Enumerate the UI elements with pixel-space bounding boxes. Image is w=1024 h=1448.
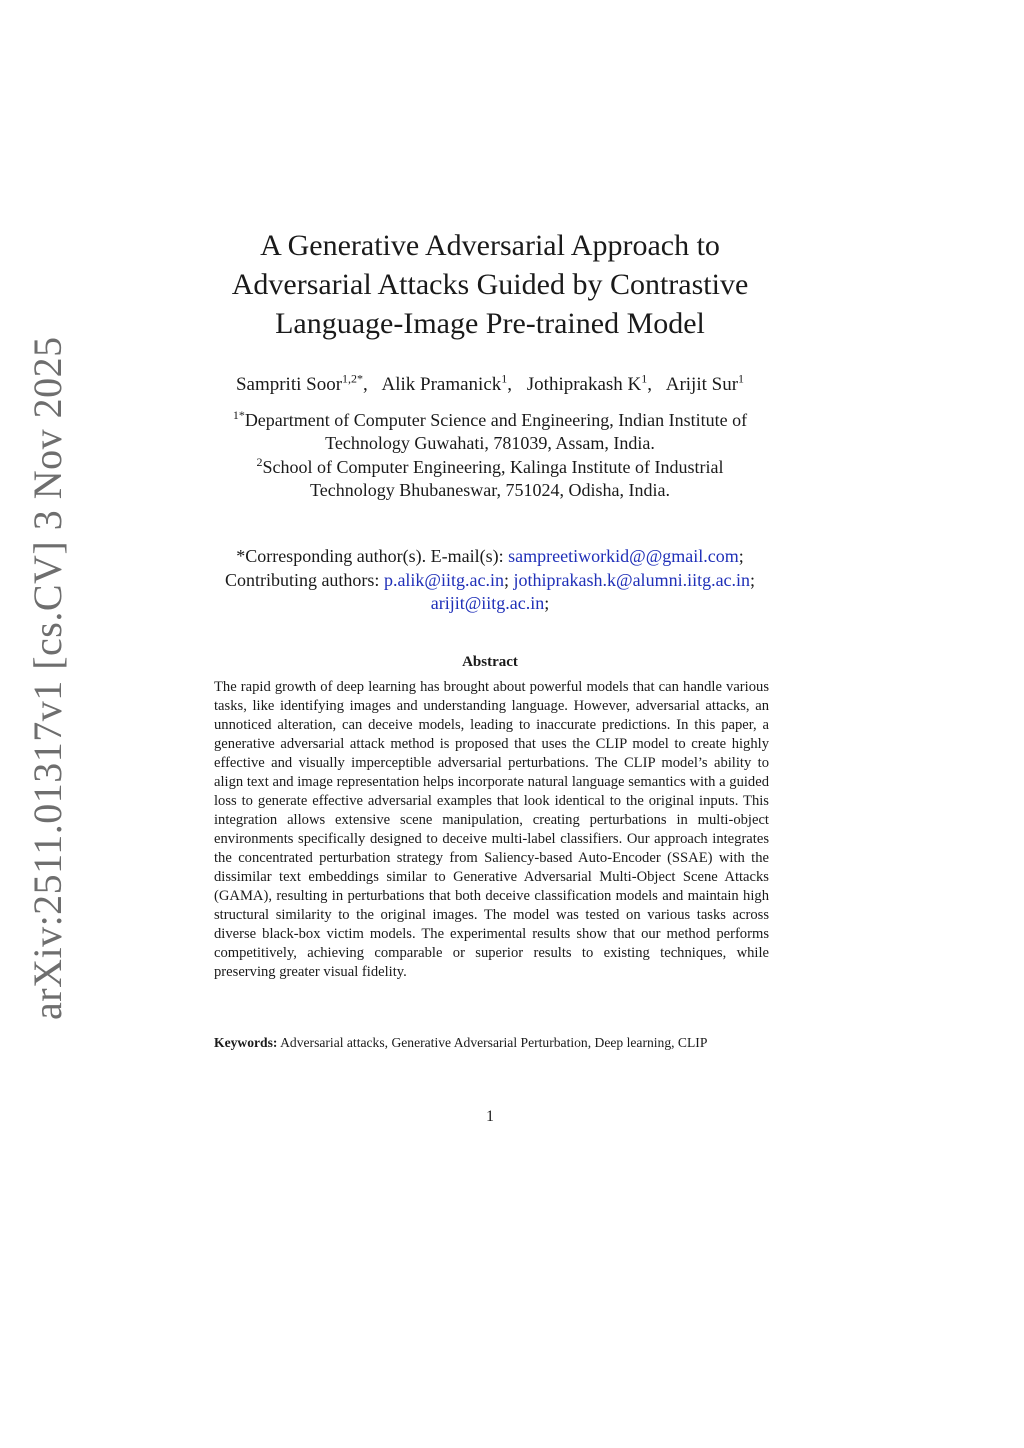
affiliation-1	[170, 409, 810, 455]
author-affiliation-mark: 1	[501, 371, 508, 386]
affiliation-mark: 2	[256, 455, 263, 469]
keywords-label: Keywords:	[214, 1035, 278, 1050]
affiliation-line: School of Computer Engineering, Kalinga Institute of Industrial	[262, 457, 724, 477]
corresponding-author-label: *Corresponding author(s). E-mail(s):	[236, 546, 504, 566]
author-list: Sampriti Soor$^{1,2*}$, Alik Pramanick$^1$, Jothiprakash $K^1$, Arijit Sur$^1$	[235, 371, 745, 395]
title-line: A Generative Adversarial Approach to	[260, 229, 720, 262]
affiliation-2	[170, 456, 810, 502]
author-name: Sampriti Soor	[235, 374, 343, 395]
title-line: Adversarial Attacks Guided by Contrastive	[231, 268, 749, 301]
author-affiliation-mark: 1	[738, 371, 745, 386]
arxiv-identifier-stamp[interactable]: arXiv:2511.01317v1 [cs.CV] 3 Nov 2025	[25, 336, 70, 1020]
keywords-block	[214, 1034, 769, 1052]
corresponding-email-link[interactable]: sampreetiworkid@@gmail.com	[508, 546, 739, 566]
page-number: 1	[486, 1108, 494, 1125]
contributing-email-link[interactable]: arijit@iitg.ac.in	[430, 593, 545, 613]
contributing-email-link[interactable]: jothiprakash.k@alumni.iitg.ac.in	[513, 569, 751, 590]
abstract-heading: Abstract	[462, 654, 518, 670]
abstract-text: The rapid growth of deep learning has brought about powerful models that can handle various tasks, like identifying images and understanding language. However, adversarial attacks, an unnoticed alteration, can deceive models, leading to inaccurate predictions. In this paper, a generative adversarial attack method is proposed that uses the CLIP model to create highly effective and visually imperceptible adversarial perturbations. The CLIP model’s ability to align text and image representation helps incorporate natural language semantics with a guided loss to generate effective adversarial examples that look identical to the original inputs. This integration allows extensive scene manipulation, creating perturbations in multi-object environments specifically designed to deceive multi-label classifiers. Our approach integrates the concentrated perturbation strategy from Saliency-based Auto-Encoder (SSAE) with the dissimilar text embeddings similar to Generative Adversarial Multi-Object Scene Attacks (GAMA), resulting in perturbations that both deceive classification models and maintain high structural similarity to the original images. The model was tested on various tasks across diverse black-box victim models. The experimental results show that our method performs competitively, achieving comparable or superior results to existing techniques, while preserving greater visual fidelity.	[214, 679, 769, 980]
author-affiliation-mark: 1	[641, 371, 648, 386]
affiliation-mark: 1*	[232, 408, 245, 422]
correspondence-block: *Corresponding author(s). E-mail(s): sampreetiworkid@@gmail.com; Contributing authors: p.alik@iitg.ac.in; jothiprakash.k@alumni.iitg.ac.in; arijit@iitg.ac.in;	[224, 546, 756, 613]
paper-title	[190, 226, 790, 343]
affiliation-line: Technology Bhubaneswar, 751024, Odisha, India.	[310, 480, 670, 500]
keywords-text: Adversarial attacks, Generative Adversarial Perturbation, Deep learning, CLIP	[280, 1035, 708, 1050]
author-name: Arijit Sur	[665, 374, 739, 395]
affiliation-line: Technology Guwahati, 781039, Assam, India.	[325, 433, 655, 453]
title-line: Language-Image Pre-trained Model	[275, 307, 705, 340]
author-name: Alik Pramanick	[381, 374, 502, 395]
contributing-authors-label: Contributing authors:	[224, 569, 380, 590]
contributing-email-link[interactable]: p.alik@iitg.ac.in	[383, 569, 504, 590]
affiliation-line: Department of Computer Science and Engineering, Indian Institute of	[244, 410, 748, 430]
author-name: Jothiprakash K	[526, 374, 642, 395]
author-affiliation-mark: 1,2*	[342, 371, 364, 386]
